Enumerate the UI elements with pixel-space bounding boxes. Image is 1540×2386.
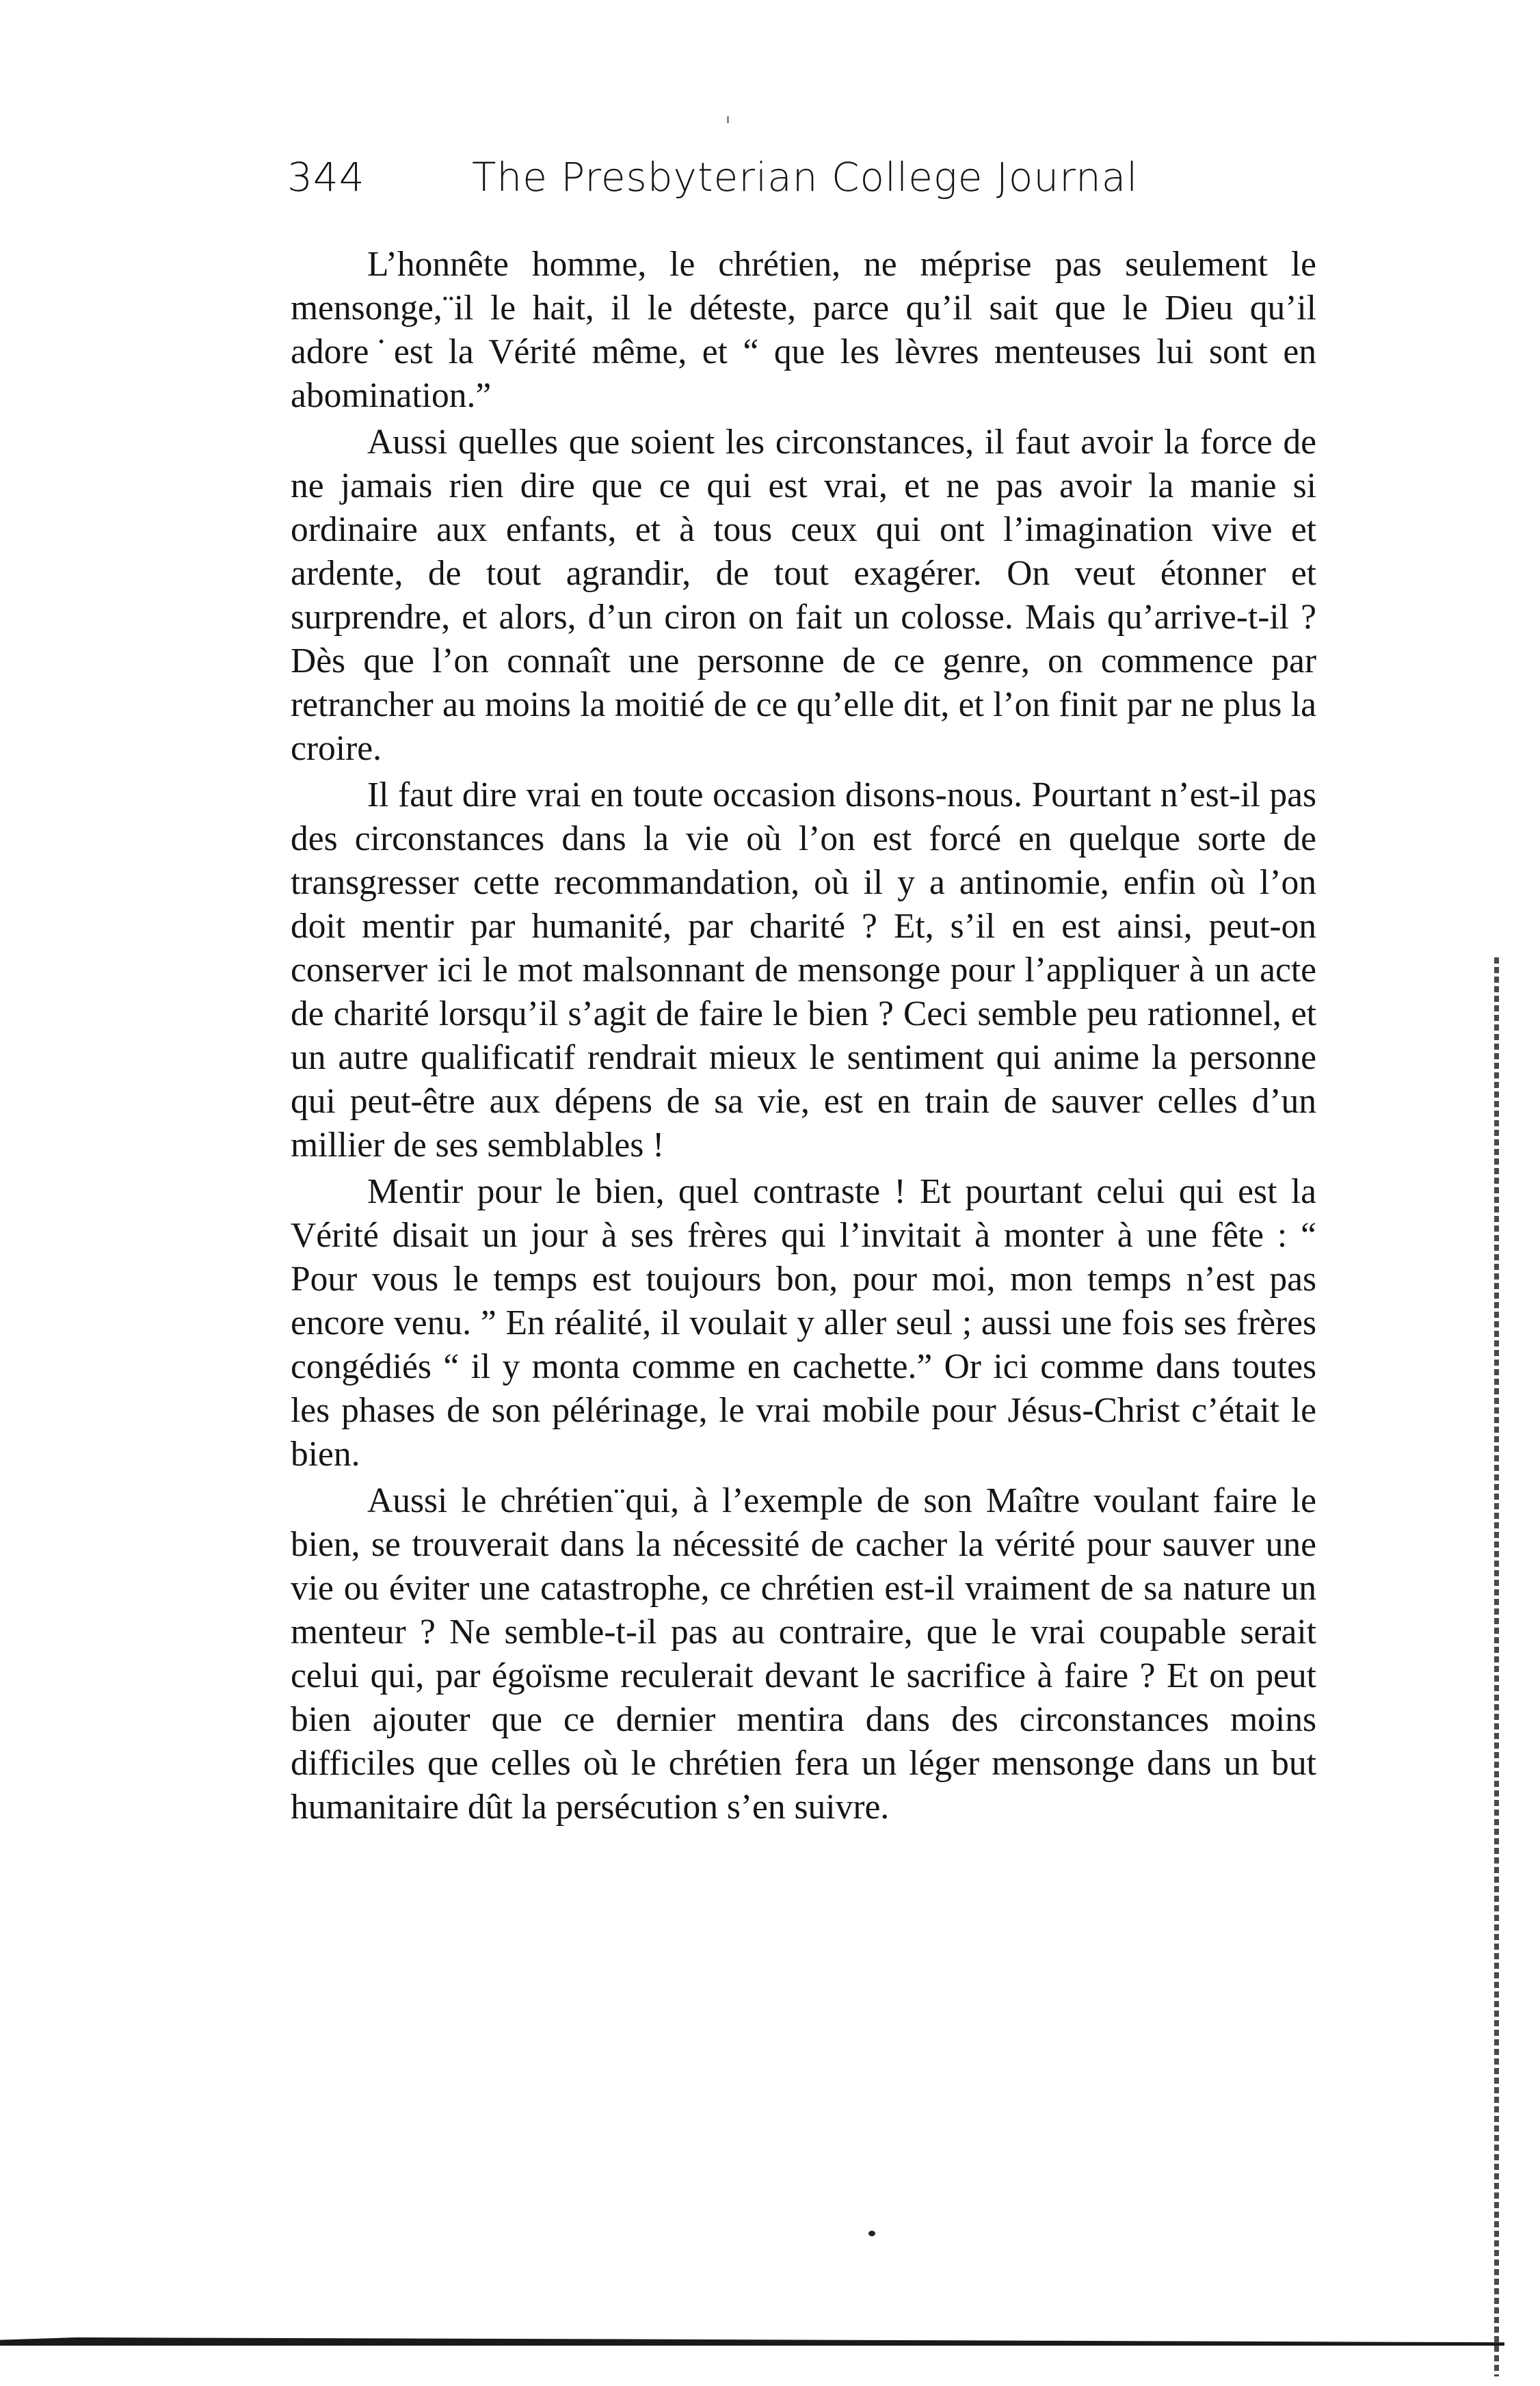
- paragraph-4: Mentir pour le bien, quel contraste ! Et pourtant celui qui est la Vérité disait un jour à ses frères qui l’invitait à monter à une fête : “ Pour vous le temps est toujours bon, pour moi, mon temps n’est pas encore venu. ” En réalité, il voulait y aller seul ; aussi une fois ses frères congédiés “ il y monta comme en cachette.” Or ici comme dans toutes les phases de son pélérinage, le vrai mobile pour Jésus-Christ c’était le bien.: [291, 1172, 1316, 1474]
- paragraph-2: Aussi quelles que soient les circonstances, il faut avoir la force de ne jamais rien dire que ce qui est vrai, et ne pas avoir la manie si ordinaire aux enfants, et à tous ceux qui ont l’imagination vive et ardente, de tout agrandir, de tout exagérer. On veut étonner et surprendre, et alors, d’un ciron on fait un colosse. Mais qu’arrive-t-il ? Dès que l’on connaît une personne de ce genre, on commence par retrancher au moins la moitié de ce qu’elle dit, et l’on finit par ne plus la croire.: [291, 423, 1316, 768]
- paragraph-5: Aussi le chrétien¨qui, à l’exemple de son Maître voulant faire le bien, se trouverait dans la nécessité de cacher la vérité pour sauver une vie ou éviter une catastrophe, ce chrétien est-il vraiment de sa nature un menteur ? Ne semble-t-il pas au contraire, que le vrai coupable serait celui qui, par égoïsme reculerait devant le sacrifice à faire ? Et on peut bien ajouter que ce dernier mentira dans des circonstances moins difficiles que celles où le chrétien fera un léger mensonge dans un but humanitaire dût la persécution s’en suivre.: [291, 1481, 1316, 1827]
- print-speck: [868, 2231, 875, 2236]
- body-text: [291, 243, 1316, 1829]
- scan-edge-mark: [1494, 957, 1499, 2376]
- paragraph-1: L’honnête homme, le chrétien, ne méprise pas seulement le mensonge,¨il le hait, il le déteste, parce qu’il sait que le Dieu qu’il adore˙est la Vérité même, et “ que les lèvres menteuses lui sont en abomination.”: [291, 245, 1316, 415]
- page-number: 344: [287, 154, 365, 200]
- scan-edge-mark: [0, 2337, 1504, 2346]
- journal-title: The Presbyterian College Journal: [472, 154, 1139, 200]
- paragraph-3: Il faut dire vrai en toute occasion disons-nous. Pourtant n’est-il pas des circonstances dans la vie où l’on est forcé en quelque sorte de transgresser cette recommandation, où il y a antinomie, enfin où l’on doit mentir par humanité, par charité ? Et, s’il en est ainsi, peut-on conserver ici le mot malsonnant de mensonge pour l’appliquer à un acte de charité lorsqu’il s’agit de faire le bien ? Ceci semble peu rationnel, et un autre qualificatif rendrait mieux le sentiment qui anime la personne qui peut-être aux dépens de sa vie, est en train de sauver celles d’un millier de ses semblables !: [291, 776, 1316, 1165]
- running-head: [287, 154, 1176, 215]
- print-speck: [727, 116, 729, 123]
